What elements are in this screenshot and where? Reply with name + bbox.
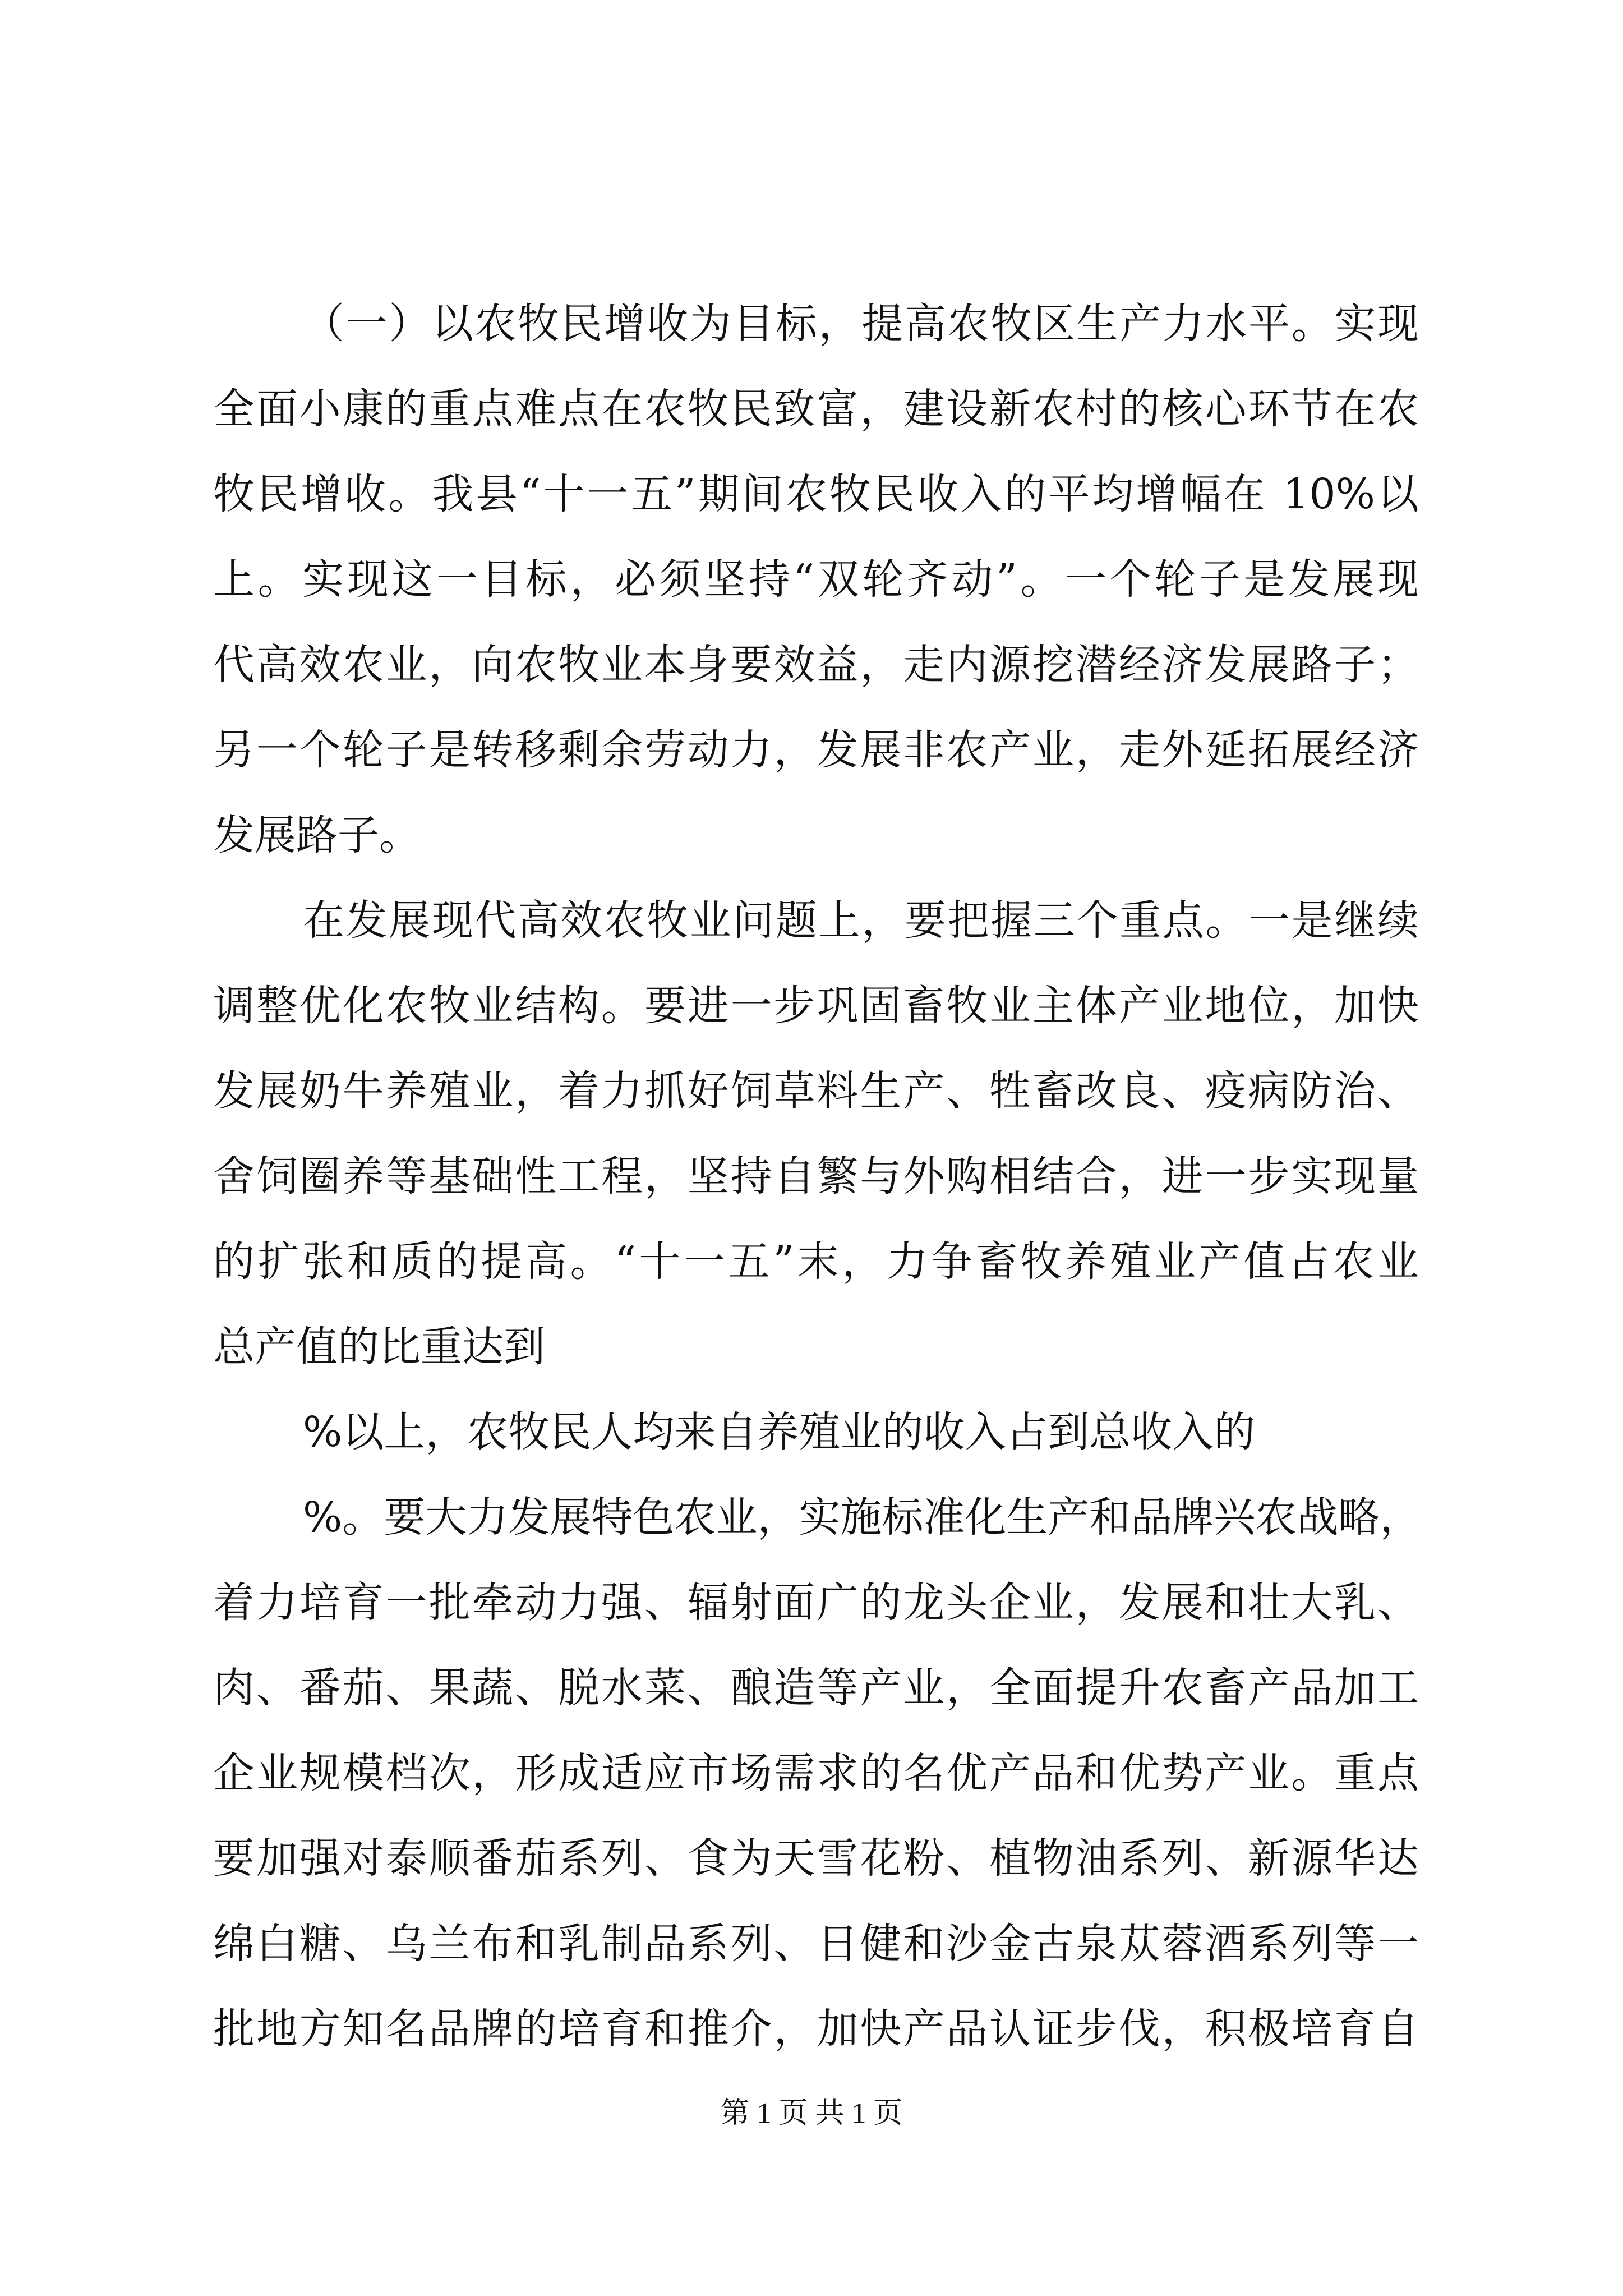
paragraph-1-line-2: 全面小康的重点难点在农牧民致富，建设新农村的核心环节在农: [213, 385, 1419, 433]
paragraph-2-line-3: 发展奶牛养殖业，着力抓好饲草料生产、牲畜改良、疫病防治、: [213, 1067, 1419, 1115]
paragraph-4-line-5: 要加强对泰顺番茄系列、食为天雪花粉、植物油系列、新源华达: [213, 1834, 1419, 1883]
paragraph-1-line-5: 代高效农业，向农牧业本身要效益，走内源挖潜经济发展路子；: [213, 641, 1419, 689]
page-footer: 第 1 页 共 1 页: [720, 2097, 903, 2129]
paragraph-3-line-1: %以上，农牧民人均来自养殖业的收入占到总收入的: [303, 1408, 1256, 1456]
paragraph-4-line-1: %。要大力发展特色农业，实施标准化生产和品牌兴农战略，: [303, 1493, 1422, 1542]
paragraph-1-line-1: （一）以农牧民增收为目标，提高农牧区生产力水平。实现: [303, 300, 1419, 348]
paragraph-2-line-2: 调整优化农牧业结构。要进一步巩固畜牧业主体产业地位，加快: [213, 982, 1419, 1030]
paragraph-4-line-4: 企业规模档次，形成适应市场需求的名优产品和优势产业。重点: [213, 1749, 1419, 1797]
paragraph-1-line-6: 另一个轮子是转移剩余劳动力，发展非农产业，走外延拓展经济: [213, 726, 1419, 774]
paragraph-4-line-6: 绵白糖、乌兰布和乳制品系列、日健和沙金古泉苁蓉酒系列等一: [213, 1920, 1419, 1968]
paragraph-4-line-2: 着力培育一批牵动力强、辐射面广的龙头企业，发展和壮大乳、: [213, 1579, 1419, 1627]
paragraph-2-line-1: 在发展现代高效农牧业问题上，要把握三个重点。一是继续: [303, 896, 1419, 945]
paragraph-1-line-7: 发展路子。: [213, 811, 421, 859]
paragraph-2-line-6: 总产值的比重达到: [213, 1323, 545, 1371]
paragraph-1-line-4: 上。实现这一目标，必须坚持“双轮齐动”。一个轮子是发展现: [213, 555, 1419, 604]
paragraph-1-line-3: 牧民增收。我县“十一五”期间农牧民收入的平均增幅在 10%以: [213, 470, 1419, 518]
paragraph-4-line-7: 批地方知名品牌的培育和推介，加快产品认证步伐，积极培育自: [213, 2005, 1419, 2053]
paragraph-4-line-3: 肉、番茄、果蔬、脱水菜、酿造等产业，全面提升农畜产品加工: [213, 1664, 1419, 1712]
paragraph-2-line-5: 的扩张和质的提高。“十一五”末，力争畜牧养殖业产值占农业: [213, 1237, 1419, 1286]
paragraph-2-line-4: 舍饲圈养等基础性工程，坚持自繁与外购相结合，进一步实现量: [213, 1152, 1419, 1200]
